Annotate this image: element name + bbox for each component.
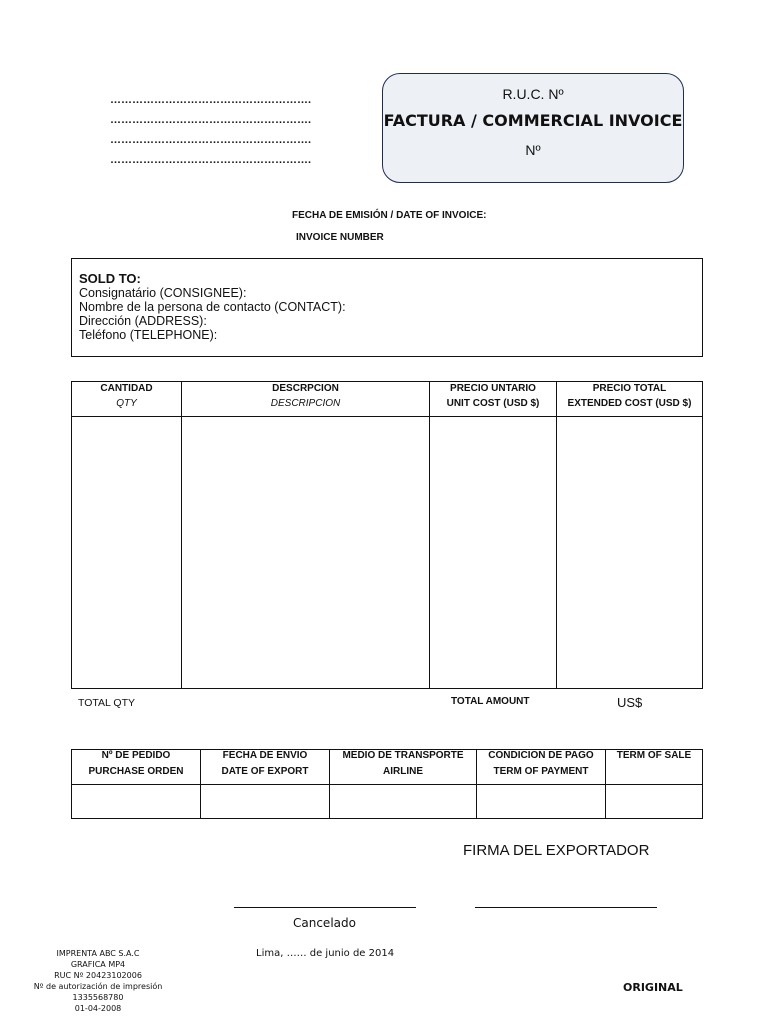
col-export-date-sublabel: DATE OF EXPORT [221,766,309,777]
ruc-label: R.U.C. Nº [502,86,564,102]
consignee-field: Consignatário (CONSIGNEE): [79,286,247,300]
place-date-label: Lima, …… de junio de 2014 [256,948,395,959]
items-header-row [72,382,703,417]
col-header-transport [330,750,477,785]
printer-line-3: RUC Nº 20423102006 [54,971,142,980]
copy-label: ORIGINAL [623,981,683,994]
col-transport-label: MEDIO DE TRANSPORTE [342,750,464,761]
total-amount-label: TOTAL AMOUNT [451,696,530,707]
printer-line-2: GRAFICA MP4 [70,960,126,969]
col-header-payment [477,750,606,785]
description-cell[interactable] [182,417,430,689]
total-qty-label: TOTAL QTY [78,697,135,709]
col-header-extended-cost [557,382,703,417]
col-qty-label: CANTIDAD [100,383,153,394]
export-date-cell[interactable] [201,785,330,819]
currency-label: US$ [617,695,643,710]
printer-line-6: 01-04-2008 [74,1004,122,1013]
col-header-description [182,382,430,417]
col-unit-cost-sublabel: UNIT COST (USD $) [446,398,540,409]
order-table [71,749,703,819]
col-unit-cost-label: PRECIO UNTARIO [450,383,536,394]
col-header-purchase-order [72,750,201,785]
invoice-title: FACTURA / COMMERCIAL INVOICE [383,111,683,130]
date-of-invoice-label: FECHA DE EMISIÓN / DATE OF INVOICE: [292,210,487,221]
extended-cost-cell[interactable] [557,417,703,689]
col-payment-label: CONDICION DE PAGO [488,750,594,761]
sold-to-box [71,258,703,357]
term-of-sale-cell[interactable] [606,785,703,819]
items-table [71,381,703,689]
printer-line-5: 1335568780 [72,993,124,1002]
telephone-field: Teléfono (TELEPHONE): [79,328,218,342]
col-header-unit-cost [430,382,557,417]
order-header-row [72,750,703,785]
sold-to-heading: SOLD TO: [79,271,141,286]
printer-line-4: Nº de autorización de impresión [33,982,163,991]
contact-field: Nombre de la persona de contacto (CONTACT): [79,300,346,314]
col-purchase-order-label: Nº DE PEDIDO [101,750,171,761]
printer-line-1: IMPRENTA ABC S.A.C [56,949,140,958]
col-header-export-date [201,750,330,785]
exporter-signature-line [475,907,657,908]
qty-cell[interactable] [72,417,182,689]
transport-cell[interactable] [330,785,477,819]
col-extended-cost-label: PRECIO TOTAL [592,383,667,394]
invoice-header-box [382,73,684,183]
invoice-number-meta-label: INVOICE NUMBER [296,232,384,243]
issuer-line-1: ………………………………………………. [110,94,312,106]
col-purchase-order-sublabel: PURCHASE ORDEN [88,766,184,777]
exporter-signature-label: FIRMA DEL EXPORTADOR [463,842,650,859]
col-payment-sublabel: TERM OF PAYMENT [493,766,589,777]
issuer-line-4: ………………………………………………. [110,154,312,166]
purchase-order-cell[interactable] [72,785,201,819]
col-export-date-label: FECHA DE ENVIO [222,750,308,761]
col-header-qty [72,382,182,417]
printer-info [28,948,168,1014]
cancelled-signature-line [234,907,416,908]
unit-cost-cell[interactable] [430,417,557,689]
order-body-row [72,785,703,819]
address-field: Dirección (ADDRESS): [79,314,207,328]
col-qty-sublabel: QTY [116,398,137,409]
items-body-row [72,417,703,689]
issuer-line-3: ………………………………………………. [110,134,312,146]
col-description-sublabel: DESCRIPCION [270,398,341,409]
payment-cell[interactable] [477,785,606,819]
col-extended-cost-sublabel: EXTENDED COST (USD $) [567,398,692,409]
cancelled-label: Cancelado [293,916,356,930]
issuer-line-2: ………………………………………………. [110,114,312,126]
col-transport-sublabel: AIRLINE [383,766,423,777]
col-header-term-of-sale [606,750,703,785]
col-term-of-sale-label: TERM OF SALE [616,750,692,761]
invoice-number-label: Nº [525,142,541,158]
col-description-label: DESCRPCION [272,383,339,394]
